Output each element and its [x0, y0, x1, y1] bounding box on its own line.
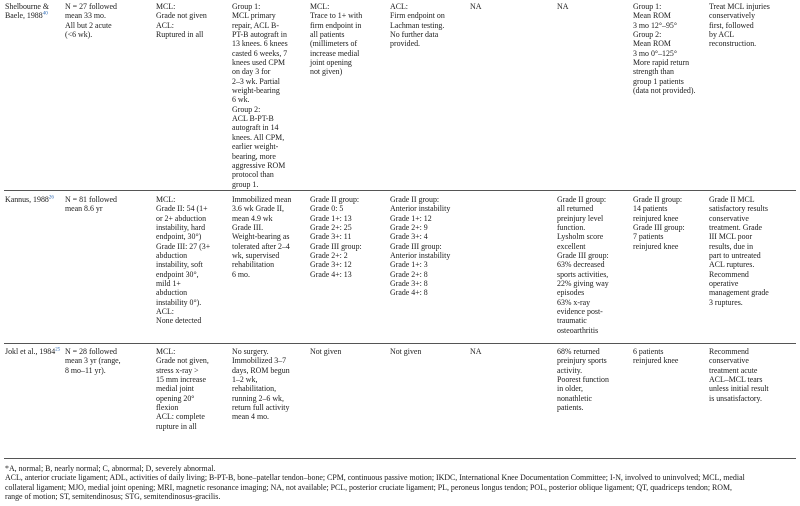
- cell-line: Grade III group:: [390, 241, 442, 251]
- cell-line: first, followed: [709, 20, 754, 30]
- acl-laxity-cell: [390, 195, 450, 298]
- cell-line: treatment acute: [709, 365, 758, 375]
- cell-line: satisfactory results: [709, 204, 768, 214]
- cell-line: medial joint: [156, 384, 194, 394]
- cell-line: 3 mo 0°–125°: [633, 48, 678, 58]
- cell-line: running 2–6 wk,: [232, 393, 284, 403]
- cell-line: endpoint, 30°): [156, 232, 202, 242]
- cell-line: function.: [557, 223, 586, 233]
- cell-line: days, ROM begun: [232, 365, 290, 375]
- cell-line: 6 patients: [633, 347, 664, 356]
- function-cell: [557, 347, 609, 412]
- cell-line: NA: [557, 2, 569, 11]
- cell-line: knees used CPM: [232, 58, 286, 68]
- cell-line: conservatively: [709, 11, 756, 21]
- cell-line: reinjured knee: [633, 356, 679, 366]
- cell-line: Poorest function: [557, 375, 609, 385]
- cell-line: mild 1+: [156, 279, 181, 289]
- cell-line: More rapid return: [633, 58, 690, 68]
- cell-line: endpoint 30°,: [156, 269, 199, 279]
- cell-line: 15 mm increase: [156, 375, 206, 385]
- cell-line: opening 20°: [156, 393, 195, 403]
- cell-line: Grade 3+: 11: [310, 232, 352, 242]
- cell-line: Grade 2+: 2: [310, 251, 348, 261]
- cell-line: ACL:: [156, 307, 174, 317]
- cell-line: autograft in 14: [232, 123, 279, 133]
- patients-cell: [65, 347, 121, 375]
- mcl-laxity-cell: [310, 347, 341, 356]
- cell-line: by ACL: [709, 30, 735, 40]
- cell-line: Anterior instability: [390, 251, 451, 261]
- table-footnotes: [5, 464, 795, 501]
- cell-line: Grade 1+: 3: [390, 260, 428, 270]
- cell-line: preinjury level: [557, 213, 604, 223]
- cell-line: 3.6 wk Grade II,: [232, 204, 284, 214]
- outcome-cell: [633, 2, 695, 95]
- cell-line: 8 mo–11 yr).: [65, 365, 106, 375]
- function-cell: [557, 2, 568, 11]
- study-author-line: Baele, 1988$^{40}$: [5, 11, 48, 21]
- cell-line: group 1 patients: [633, 76, 684, 86]
- cell-line: Not given: [310, 347, 342, 356]
- treatment-cell: [232, 347, 290, 422]
- cell-line: No surgery.: [232, 347, 269, 356]
- cell-line: Grade III.: [232, 223, 264, 233]
- reference-link[interactable]: 40: [42, 11, 48, 17]
- cell-line: casted 6 weeks, 7: [232, 48, 288, 58]
- cell-line: Grade II group:: [633, 195, 683, 204]
- cell-line: ACL: complete: [156, 412, 205, 422]
- cell-line: rehabilitation,: [232, 384, 277, 394]
- cell-line: reinjured knee: [633, 241, 679, 251]
- cell-line: Recommend: [709, 347, 749, 356]
- footnote-line: *A, normal; B, nearly normal; C, abnormal; D, severely abnormal.: [5, 464, 216, 473]
- row-divider: [4, 190, 796, 191]
- cell-line: Grade 2+: 8: [390, 269, 428, 279]
- cell-line: instability, hard: [156, 223, 206, 233]
- cell-line: Not given: [390, 347, 422, 356]
- cell-line: MCL primary: [232, 11, 276, 21]
- acl-laxity-cell: [390, 347, 421, 356]
- cell-line: NA: [470, 347, 482, 356]
- treatment-cell: [232, 195, 291, 279]
- cell-line: Group 1:: [633, 2, 662, 11]
- cell-line: provided.: [390, 39, 421, 49]
- cell-line: Recommend: [709, 269, 749, 279]
- scores-cell: [470, 347, 481, 356]
- scores-cell: [470, 2, 481, 11]
- footnote-line: collateral ligament; MJO, medial joint opening; MRI, magnetic resonance imaging; NA, not available; PCL, posterior cruciate ligament; PL, peroneus longus tendon; POL, posterior oblique ligament; QT, quadriceps tendon; ROM,: [5, 482, 732, 492]
- cell-line: firm endpoint in: [310, 20, 362, 30]
- cell-line: Trace to 1+ with: [310, 11, 363, 21]
- cell-line: ACL ruptures.: [709, 260, 755, 270]
- cell-line: Group 2:: [232, 104, 261, 114]
- cell-line: N = 28 followed: [65, 347, 118, 356]
- cell-line: Grade 4+: 8: [390, 288, 428, 298]
- table-bottom-rule: [4, 458, 796, 459]
- cell-line: sports activities,: [557, 269, 609, 279]
- cell-line: rupture in all: [156, 421, 197, 431]
- cell-line: ACL:: [156, 20, 174, 30]
- cell-line: Mean ROM: [633, 11, 671, 21]
- cell-line: Grade 2+: 25: [310, 223, 352, 233]
- cell-line: 2–3 wk. Partial: [232, 76, 280, 86]
- cell-line: 1–2 wk,: [232, 375, 258, 385]
- cell-line: instability 0°).: [156, 297, 202, 307]
- cell-line: Grade not given,: [156, 356, 209, 366]
- cell-line: (<6 wk).: [65, 30, 93, 40]
- cell-line: Anterior instability: [390, 204, 451, 214]
- cell-line: mean 33 mo.: [65, 11, 106, 21]
- cell-line: Grade II: 54 (1+: [156, 204, 208, 214]
- cell-line: Grade 2+: 9: [390, 223, 428, 233]
- cell-line: 22% giving way: [557, 279, 609, 289]
- cell-line: earlier weight-: [232, 142, 279, 152]
- study-cell: [5, 2, 49, 21]
- cell-line: Lysholm score: [557, 232, 604, 242]
- outcome-cell: [633, 347, 678, 366]
- mcl-laxity-cell: [310, 2, 362, 77]
- row-divider: [4, 343, 796, 344]
- cell-line: increase medial: [310, 48, 360, 58]
- cell-line: part to untreated: [709, 251, 761, 261]
- cell-line: Grade III group:: [310, 241, 362, 251]
- cell-line: None detected: [156, 316, 202, 326]
- cell-line: Grade not given: [156, 11, 207, 21]
- cell-line: results, due in: [709, 241, 754, 251]
- cell-line: Grade III group:: [557, 251, 609, 261]
- cell-line: 68% returned: [557, 347, 600, 356]
- cell-line: on day 3 for: [232, 67, 271, 77]
- cell-line: mean 3 yr (range,: [65, 356, 121, 366]
- cell-line: treatment. Grade: [709, 223, 763, 233]
- cell-line: flexion: [156, 403, 179, 413]
- cell-line: episodes: [557, 288, 585, 298]
- cell-line: NA: [470, 2, 482, 11]
- acl-laxity-cell: [390, 2, 445, 49]
- patients-cell: [65, 195, 117, 214]
- cell-line: unless initial result: [709, 384, 769, 394]
- study-author-line: Kannus, 1988$^{26}$: [5, 195, 54, 204]
- cell-line: MCL:: [156, 347, 176, 356]
- cell-line: conservative: [709, 213, 749, 223]
- cell-line: management grade: [709, 288, 769, 298]
- cell-line: bearing, more: [232, 151, 276, 161]
- cell-line: or 2+ abduction: [156, 213, 207, 223]
- cell-line: Weight-bearing as: [232, 232, 290, 242]
- study-cell: [5, 347, 60, 356]
- cell-line: 6 mo.: [232, 269, 250, 279]
- mcl-laxity-cell: [310, 195, 362, 279]
- cell-line: Grade II group:: [310, 195, 360, 204]
- cell-line: excellent: [557, 241, 586, 251]
- cell-line: stress x-ray >: [156, 365, 199, 375]
- conclusion-cell: [709, 347, 769, 403]
- cell-line: weight-bearing: [232, 86, 280, 96]
- cell-line: group 1.: [232, 179, 259, 189]
- cell-line: N = 81 followed: [65, 195, 118, 204]
- cell-line: instability, soft: [156, 260, 203, 270]
- cell-line: abduction: [156, 251, 188, 261]
- reference-link[interactable]: 25: [55, 347, 61, 353]
- cell-line: 3 mo 12°–95°: [633, 20, 678, 30]
- cell-line: ACL:: [390, 2, 408, 11]
- cell-line: mean 4 mo.: [232, 412, 270, 422]
- cell-line: Grade II group:: [390, 195, 440, 204]
- cell-line: 14 patients: [633, 204, 668, 214]
- cell-line: Grade 4+: 13: [310, 269, 352, 279]
- cell-line: joint opening: [310, 58, 352, 68]
- cell-line: rehabilitation: [232, 260, 275, 270]
- cell-line: Group 1:: [232, 2, 261, 11]
- cell-line: Treat MCL injuries: [709, 2, 770, 11]
- cell-line: III MCL poor: [709, 232, 753, 242]
- cell-line: aggressive ROM: [232, 160, 286, 170]
- cell-line: 6 wk.: [232, 95, 250, 105]
- cell-line: N = 27 followed: [65, 2, 118, 11]
- cell-line: tolerated after 2–4: [232, 241, 290, 251]
- cell-line: all patients: [310, 30, 345, 40]
- cell-line: Grade III: 27 (3+: [156, 241, 211, 251]
- cell-line: Group 2:: [633, 30, 662, 40]
- reference-link[interactable]: 26: [48, 195, 54, 201]
- cell-line: PT-B autograft in: [232, 30, 287, 40]
- cell-line: wk, supervised: [232, 251, 280, 261]
- cell-line: reconstruction.: [709, 39, 757, 49]
- cell-line: Grade II group:: [557, 195, 607, 204]
- cell-line: Grade 3+: 12: [310, 260, 352, 270]
- study-author-line: Shelbourne &: [5, 2, 50, 11]
- cell-line: Firm endpoint on: [390, 11, 445, 21]
- cell-line: reinjured knee: [633, 213, 679, 223]
- cell-line: Immobilized 3–7: [232, 356, 287, 366]
- study-cell: [5, 195, 54, 204]
- cell-line: MCL:: [310, 2, 330, 11]
- cell-line: Grade III group:: [633, 223, 685, 233]
- injury-cell: [156, 195, 210, 326]
- cell-line: return full activity: [232, 403, 290, 413]
- cell-line: not given): [310, 67, 343, 77]
- cell-line: Grade 1+: 12: [390, 213, 432, 223]
- conclusion-cell: [709, 195, 769, 307]
- patients-cell: [65, 2, 117, 39]
- cell-line: Mean ROM: [633, 39, 671, 49]
- cell-line: (millimeters of: [310, 39, 358, 49]
- treatment-cell: [232, 2, 288, 189]
- cell-line: Ruptured in all: [156, 30, 204, 40]
- cell-line: Grade 0: 5: [310, 204, 344, 214]
- cell-line: ACL–MCL tears: [709, 375, 763, 385]
- cell-line: 63% x-ray: [557, 297, 591, 307]
- cell-line: 7 patients: [633, 232, 664, 242]
- cell-line: Grade II MCL: [709, 195, 755, 204]
- cell-line: repair, ACL B-: [232, 20, 279, 30]
- cell-line: patients.: [557, 403, 584, 413]
- cell-line: MCL:: [156, 2, 176, 11]
- footnote-line: ACL, anterior cruciate ligament; ADL, activities of daily living; B-PT-B, bone–patellar tendon–bone; CPM, continuous passive motion; IKDC, International Knee Documentation Committee; I-N, involved to uninvolved; MCL, medial: [5, 473, 745, 483]
- cell-line: evidence post-: [557, 307, 603, 317]
- cell-line: strength than: [633, 67, 674, 77]
- cell-line: in older,: [557, 384, 583, 394]
- cell-line: osteoarthritis: [557, 325, 599, 335]
- conclusion-cell: [709, 2, 770, 49]
- cell-line: ACL B-PT-B: [232, 114, 274, 124]
- cell-line: is unsatisfactory.: [709, 393, 762, 403]
- cell-line: 13 knees. 6 knees: [232, 39, 288, 49]
- outcome-cell: [633, 195, 685, 251]
- study-author-line: Jokl et al., 1984$^{25}$: [5, 347, 61, 356]
- injury-cell: [156, 347, 209, 431]
- cell-line: All but 2 acute: [65, 20, 112, 30]
- cell-line: activity.: [557, 365, 583, 375]
- cell-line: protocol than: [232, 170, 274, 180]
- cell-line: Lachman testing.: [390, 20, 445, 30]
- cell-line: Grade 1+: 13: [310, 213, 352, 223]
- cell-line: No further data: [390, 30, 439, 40]
- cell-line: all returned: [557, 204, 594, 214]
- cell-line: knees. All CPM,: [232, 132, 285, 142]
- cell-line: Grade 3+: 4: [390, 232, 428, 242]
- cell-line: nonathletic: [557, 393, 593, 403]
- cell-line: mean 4.9 wk: [232, 213, 273, 223]
- cell-line: traumatic: [557, 316, 587, 326]
- cell-line: preinjury sports: [557, 356, 607, 366]
- cell-line: Immobilized mean: [232, 195, 292, 204]
- cell-line: abduction: [156, 288, 188, 298]
- cell-line: 63% decreased: [557, 260, 605, 270]
- cell-line: mean 8.6 yr: [65, 204, 103, 214]
- cell-line: operative: [709, 279, 739, 289]
- cell-line: MCL:: [156, 195, 176, 204]
- cell-line: conservative: [709, 356, 749, 366]
- cell-line: (data not provided).: [633, 86, 696, 96]
- injury-cell: [156, 2, 207, 39]
- function-cell: [557, 195, 609, 335]
- cell-line: Grade 3+: 8: [390, 279, 428, 289]
- cell-line: 3 ruptures.: [709, 297, 743, 307]
- footnote-line: range of motion; ST, semitendinosus; STG, semitendinosus-gracilis.: [5, 492, 221, 502]
